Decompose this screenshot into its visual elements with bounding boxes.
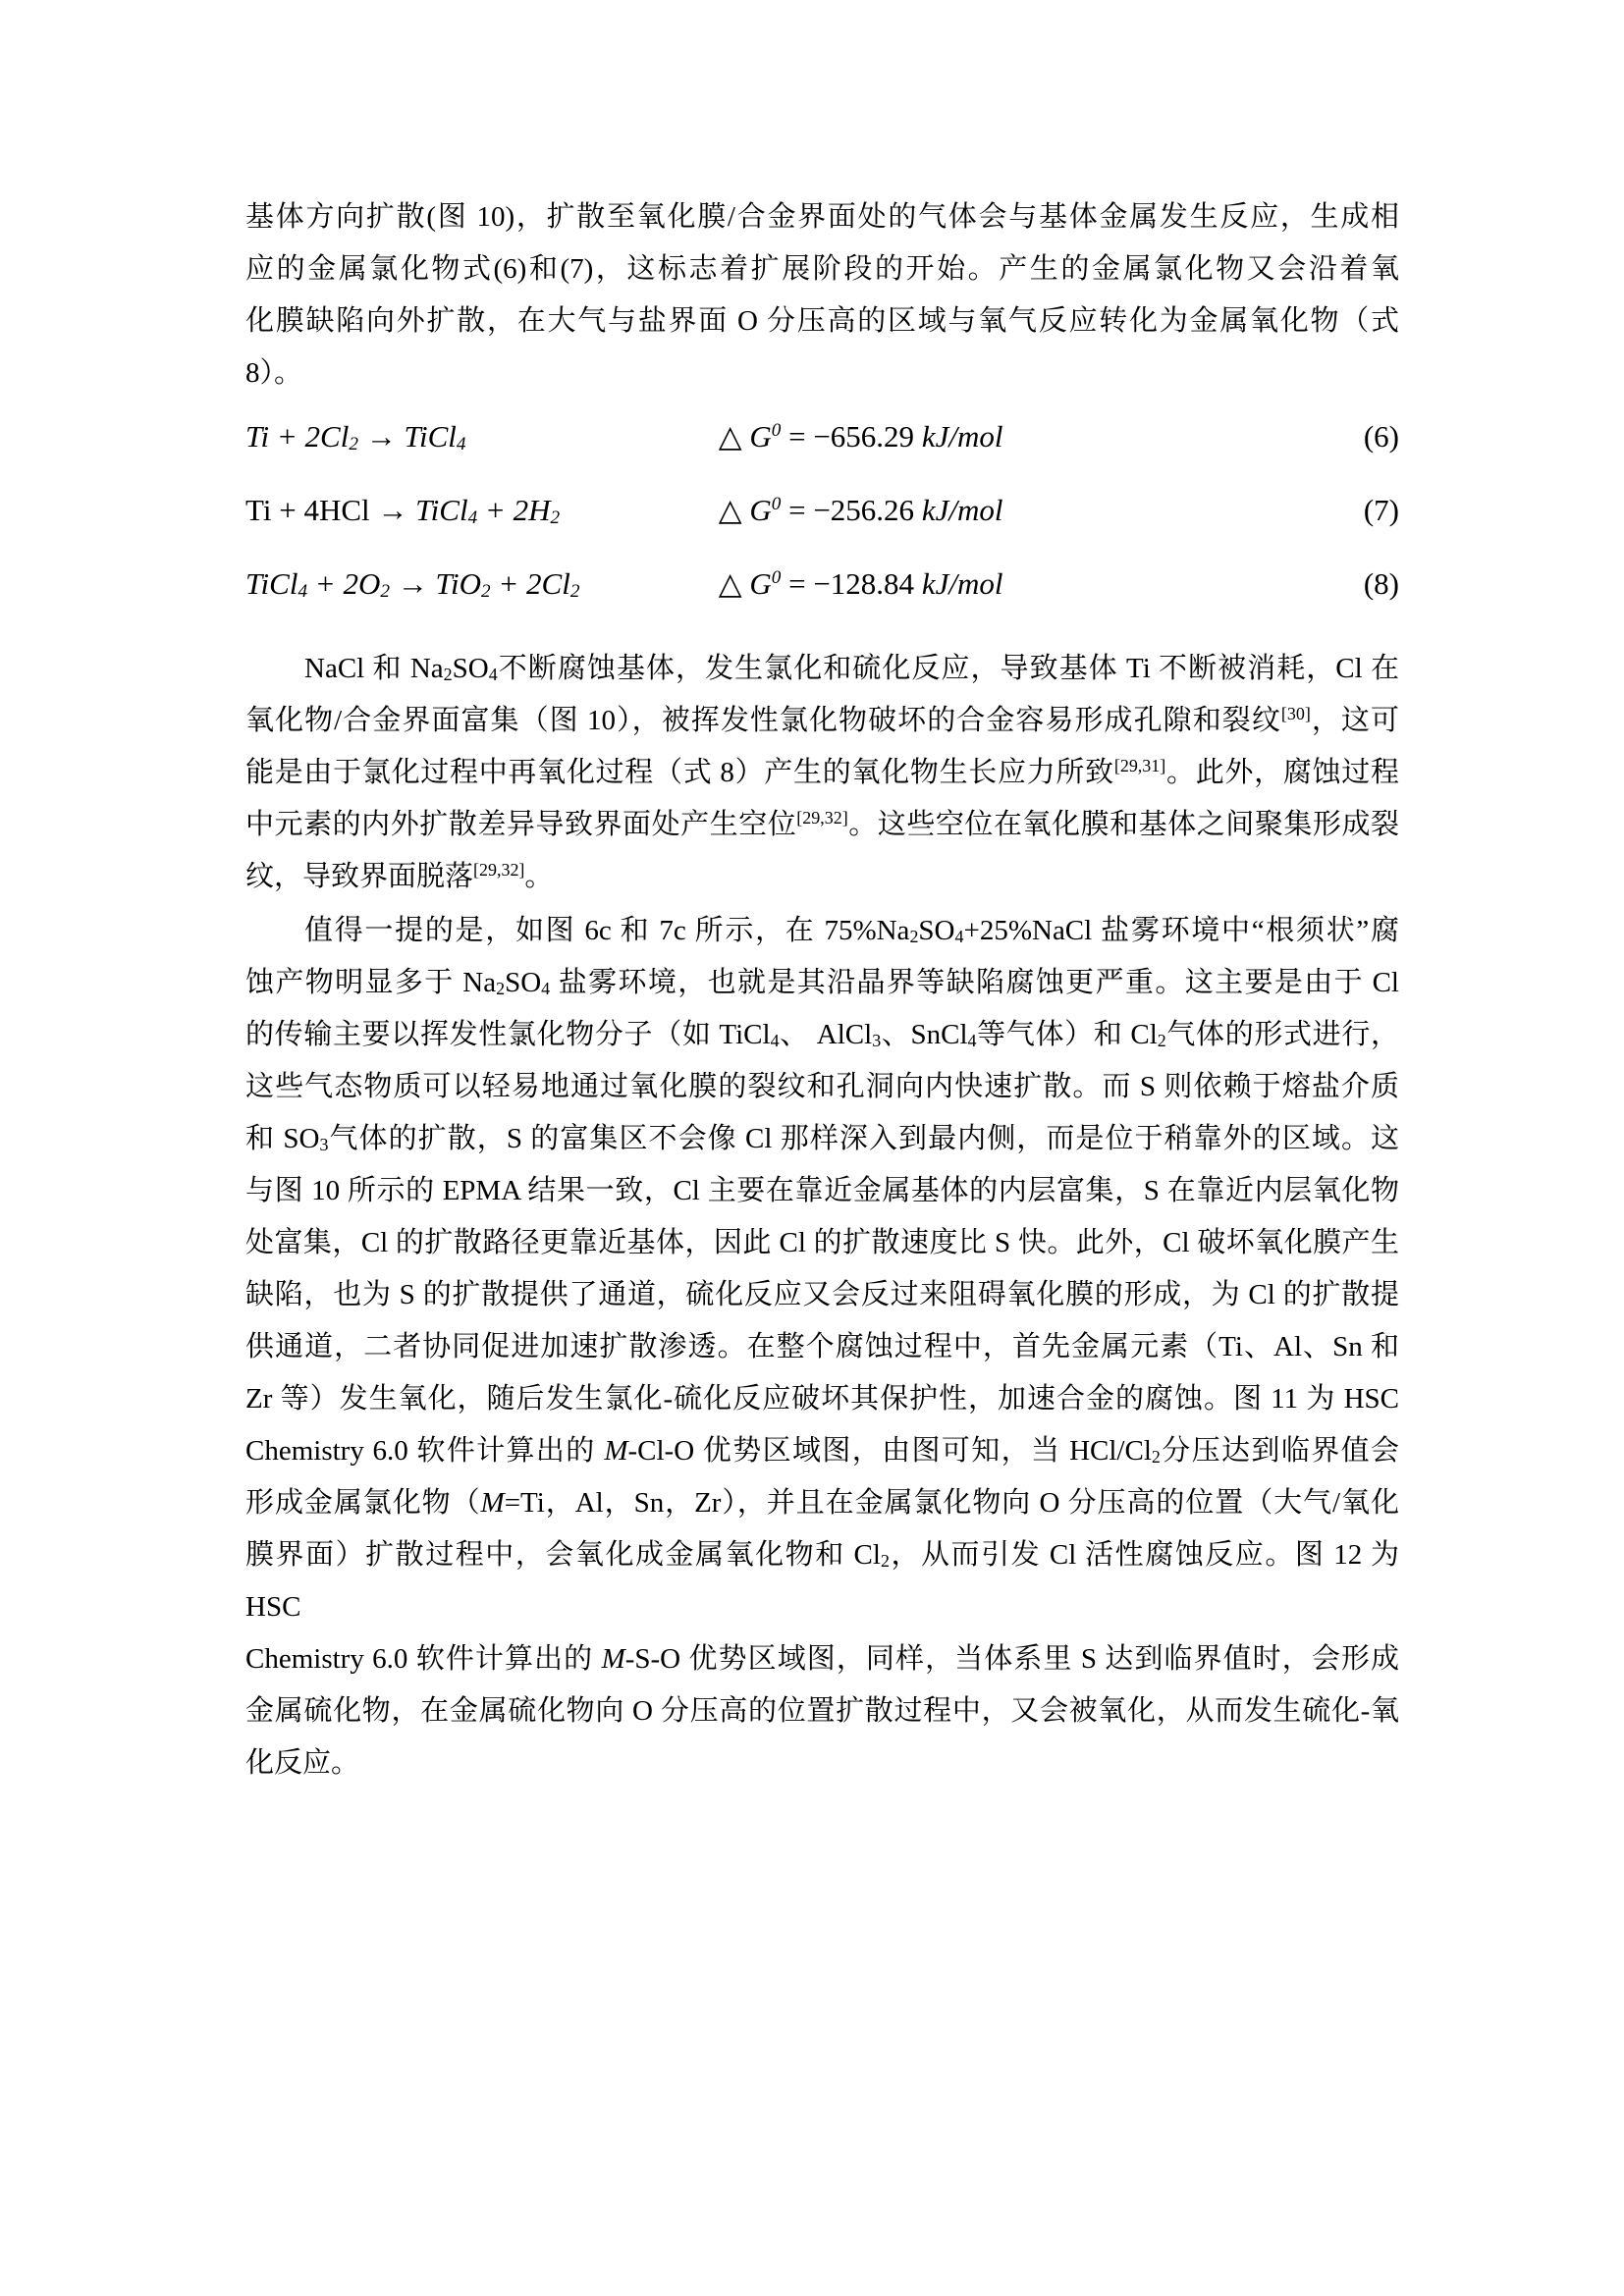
equation-7-gibbs-energy: △ $G^0 = -256.26$ kJ/mol: [718, 493, 1003, 527]
equation-7: [245, 473, 1399, 547]
text-line: 能是由于氯化过程中再氧化过程（式 8）产生的氧化物生长应力所致[29,31]。此外，腐蚀过程: [245, 756, 1399, 788]
text-line: 蚀产物明显多于 $Na_2SO_4$ 盐雾环境，也就是其沿晶界等缺陷腐蚀更严重。这主要是由于 Cl: [245, 967, 1399, 999]
text-line: 中元素的内外扩散差异导致界面处产生空位[29,32]。这些空位在氧化膜和基体之间聚集形成裂: [245, 808, 1399, 840]
text-line: 供通道，二者协同促进加速扩散渗透。在整个腐蚀过程中，首先金属元素（Ti、Al、Sn 和: [245, 1331, 1399, 1362]
equation-7-reaction: Ti + 4HCl → TiCl$_4$ + $2H_2$: [245, 493, 561, 529]
text-line: 基体方向扩散(图 10)，扩散至氧化膜/合金界面处的气体会与基体金属发生反应，生成相: [245, 201, 1399, 233]
paragraph-discussion: [245, 905, 1399, 1789]
equation-6: [245, 400, 1399, 473]
equation-6-number: (6): [1363, 419, 1399, 454]
text-line: 缺陷，也为 S 的扩散提供了通道，硫化反应又会反过来阻碍氧化膜的形成，为 Cl 的扩散提: [245, 1279, 1399, 1310]
text-line: 和 $SO_3$气体的扩散，S 的富集区不会像 Cl 那样深入到最内侧，而是位于稍靠外的区域。这: [245, 1123, 1400, 1155]
text-line: 8）。: [245, 357, 303, 389]
equation-block: [245, 400, 1399, 620]
equation-8-gibbs-energy: △ $G^0 = -128.84$ kJ/mol: [718, 566, 1003, 601]
text-line: NaCl 和 $Na_2SO_4$不断腐蚀基体，发生氯化和硫化反应，导致基体 Ti 不断被消耗，Cl 在: [304, 653, 1400, 685]
paragraph-corrosion-mechanism: [245, 643, 1399, 903]
text-line: 的传输主要以挥发性氯化物分子（如 TiCl$_4$、 AlCl$_3$、SnCl$_4$等气体）和 $Cl_2$气体的形式进行，: [245, 1019, 1399, 1051]
text-line: 值得一提的是，如图 6c 和 7c 所示，在 $75\%Na_2SO_4+25\%NaCl$ 盐雾环境中“根须状”腐: [304, 915, 1399, 947]
equation-8-number: (8): [1363, 566, 1399, 601]
equation-6-reaction: $Ti + 2Cl_2$ → TiCl$_4$: [245, 419, 466, 455]
text-line: 金属硫化物，在金属硫化物向 O 分压高的位置扩散过程中，又会被氧化，从而发生硫化-氧: [245, 1695, 1399, 1727]
text-line: 形成金属氯化物（M=Ti，Al，Sn，Zr），并且在金属氯化物向 O 分压高的位置（大气/氧化: [245, 1487, 1399, 1519]
text-line: Chemistry 6.0 软件计算出的 M-Cl-O 优势区域图，由图可知，当 HCl/$Cl_2$分压达到临界值会: [245, 1435, 1399, 1468]
text-line: 处富集，Cl 的扩散路径更靠近基体，因此 Cl 的扩散速度比 S 快。此外，Cl 破坏氧化膜产生: [245, 1227, 1399, 1258]
text-line: 应的金属氯化物式(6)和(7)，这标志着扩展阶段的开始。产生的金属氯化物又会沿着氧: [245, 253, 1399, 285]
equation-8-reaction: TiCl$_4$ + $2O_2 \to TiO_2 + 2Cl_2$: [245, 566, 580, 603]
text-line: Zr 等）发生氧化，随后发生氯化-硫化反应破坏其保护性，加速合金的腐蚀。图 11 为 HSC: [245, 1383, 1399, 1415]
text-line: Chemistry 6.0 软件计算出的 M-S-O 优势区域图，同样，当体系里 S 达到临界值时，会形成: [245, 1643, 1399, 1675]
equation-8: [245, 547, 1399, 620]
text-line: 这些气态物质可以轻易地通过氧化膜的裂纹和孔洞向内快速扩散。而 S 则依赖于熔盐介质: [245, 1071, 1399, 1102]
equation-6-gibbs-energy: △ $G^0 = -656.29$ kJ/mol: [718, 419, 1003, 454]
text-line: 膜界面）扩散过程中，会氧化成金属氧化物和 $Cl_2$，从而引发 Cl 活性腐蚀反应。图 12 为 HSC: [245, 1539, 1399, 1623]
text-line: 化反应。: [245, 1747, 360, 1779]
text-line: 氧化物/合金界面富集（图 10），被挥发性氯化物破坏的合金容易形成孔隙和裂纹[30]，这可: [245, 704, 1399, 736]
paragraph-intro: [245, 191, 1399, 400]
text-line: 纹，导致界面脱落[29,32]。: [245, 860, 554, 892]
text-line: 与图 10 所示的 EPMA 结果一致，Cl 主要在靠近金属基体的内层富集，S 在靠近内层氧化物: [245, 1175, 1399, 1206]
equation-7-number: (7): [1363, 493, 1399, 527]
text-line: 化膜缺陷向外扩散，在大气与盐界面 O 分压高的区域与氧气反应转化为金属氧化物（式: [245, 305, 1399, 337]
